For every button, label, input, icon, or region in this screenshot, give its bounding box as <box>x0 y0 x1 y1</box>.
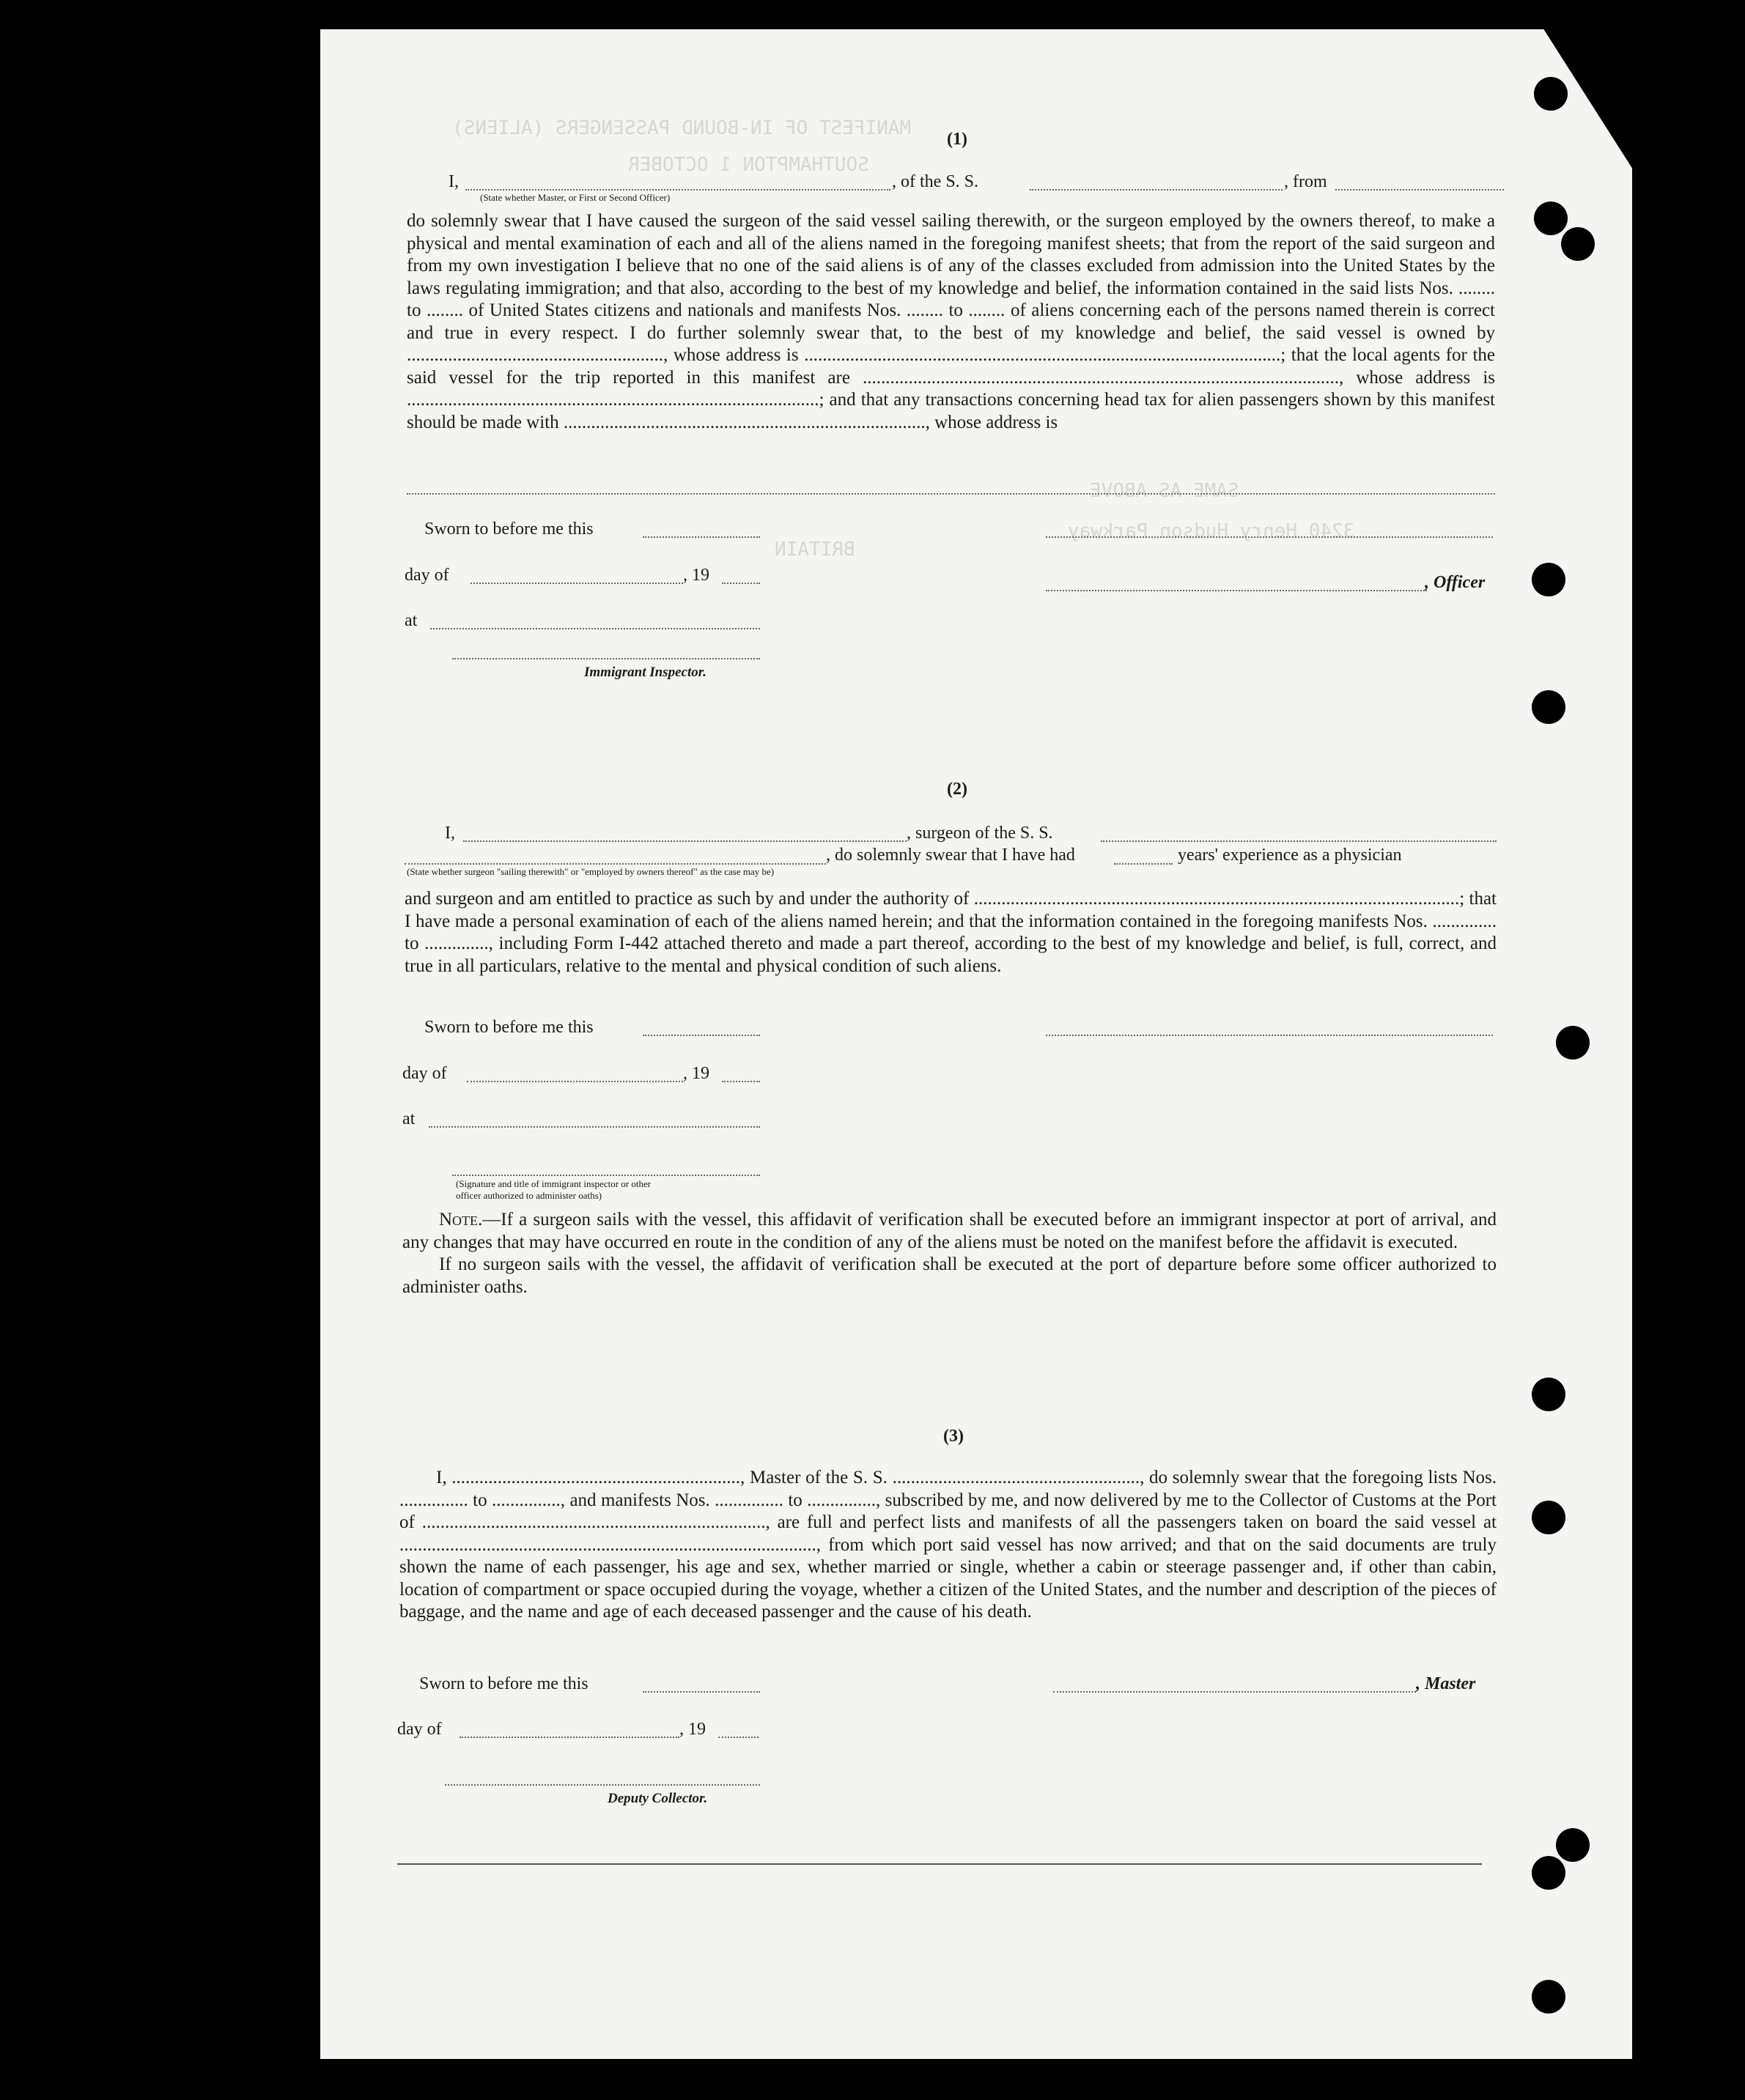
years-experience-label: years' experience as a physician <box>1178 846 1402 865</box>
vessel-name-field[interactable] <box>1030 189 1283 191</box>
officer-signature-line-2[interactable] <box>1046 590 1427 591</box>
sworn-date-field[interactable] <box>643 536 760 538</box>
punch-hole-icon <box>1532 1378 1565 1411</box>
punch-hole-icon <box>1534 77 1568 111</box>
note-block <box>402 1209 1497 1298</box>
punch-hole-icon <box>1532 563 1565 596</box>
surgeon-name-field[interactable] <box>463 840 907 842</box>
signature-caption: (Signature and title of immigrant inspector or other officer authorized to administer oaths) <box>456 1178 652 1201</box>
oath-intro-i: I, <box>445 824 455 843</box>
bottom-divider <box>397 1863 1482 1865</box>
surgeon-vessel-field[interactable] <box>1101 840 1497 842</box>
officer-label: , Officer <box>1425 573 1486 592</box>
section3-body: I, ..............................................................., Master of the S. S. ......................................................, do solemnly swear that the foregoing lists Nos. ............... to ..............., and manifests Nos. ............... to ..............., subscribed by me, and now delivered by me to the Collector of Customs at the Port of ..........................................................................., are full and perfect lists and manifests of all the passengers taken on board the said vessel at ..........................................................................................., from which port said vessel has now arrived; and that on the said documents are truly shown the name of each passenger, his age and sex, whether married or single, whether a cabin or steerage passenger and, if other than cabin, location of compartment or space occupied during the voyage, whether a citizen of the United States, and the number and description of the pieces of baggage, and the name and age of each deceased passenger and the cause of his death. <box>399 1468 1497 1622</box>
head-tax-agent-address-field[interactable] <box>407 493 1495 495</box>
deputy-collector-label: Deputy Collector. <box>608 1791 708 1806</box>
day-of-field[interactable] <box>460 1737 679 1738</box>
at-label: at <box>402 1109 416 1128</box>
year-field[interactable] <box>718 1737 759 1738</box>
sworn-label: Sworn to before me this <box>419 1674 589 1693</box>
from-label: , from <box>1284 172 1327 191</box>
sworn-label: Sworn to before me this <box>424 520 594 539</box>
section1-body: do solemnly swear that I have caused the surgeon of the said vessel sailing therewith, or the surgeon employed by the owners thereof, to make a physical and mental examination of each and all of the aliens named in the foregoing manifest sheets; that from the report of the said surgeon and from my own investigation I believe that no one of the said aliens is of any of the classes excluded from admission into the United States by the laws regulating immigration; and that also, according to the best of my knowledge and belief, the information contained in the said lists Nos. ........ to ........ of United States citizens and nationals and manifests Nos. ........ to ........ of aliens concerning each of the persons named therein is correct and true in every respect. I do further solemnly swear that, to the best of my knowledge and belief, the said vessel is owned by ........................................................, whose address is ........................................................................................................; that the local agents for the said vessel for the trip reported in this manifest are ........................................................................................................, whose address is ..........................................................................................; and that any transactions concerning head tax for alien passengers shown by this manifest should be made with ..............................................................................., whose address is <box>407 211 1495 432</box>
punch-hole-icon <box>1556 1828 1590 1862</box>
surgeon-of-ss-label: , surgeon of the S. S. <box>907 824 1053 843</box>
note-label: Note. <box>439 1210 483 1230</box>
of-ss-label: , of the S. S. <box>892 172 979 191</box>
bleed-through-text: SOUTHAMPTON 1 OCTOBER <box>628 154 869 176</box>
punch-hole-icon <box>1532 1501 1565 1534</box>
master-label: , Master <box>1416 1674 1476 1693</box>
years-experience-field[interactable] <box>1114 863 1173 865</box>
section2-body: and surgeon and am entitled to practice as such by and under the authority of ..........................................................................................................; that I have made a personal examination of each of the aliens named herein; and that the information contained in the foregoing manifests Nos. .............. to .............., including Form I-442 attached thereto and made a part thereof, according to the best of my knowledge and belief, is full, correct, and true in all particulars, relative to the mental and physical condition of such aliens. <box>405 889 1497 976</box>
section-number: (2) <box>947 780 967 799</box>
punch-hole-icon <box>1532 690 1565 724</box>
day-of-field[interactable] <box>471 583 683 584</box>
bleed-through-text: SAME AS ABOVE <box>1090 480 1239 502</box>
at-place-field[interactable] <box>430 628 760 629</box>
punch-hole-icon <box>1556 1026 1590 1060</box>
master-signature-line[interactable] <box>1053 1691 1416 1693</box>
officer-name-field[interactable] <box>465 189 890 191</box>
day-of-label: day of <box>397 1720 442 1739</box>
section-number: (1) <box>947 130 967 149</box>
year-label: , 19 <box>679 1720 706 1739</box>
punch-hole-icon <box>1561 227 1595 261</box>
surgeon-caption: (State whether surgeon "sailing therewith" or "employed by owners thereof" as the case may be) <box>407 866 775 877</box>
year-field[interactable] <box>722 583 760 584</box>
section-number: (3) <box>943 1427 964 1446</box>
day-of-label: day of <box>405 566 449 585</box>
officer-caption: (State whether Master, or First or Second Officer) <box>480 192 671 203</box>
oath-intro-i: I, <box>449 172 459 191</box>
bleed-through-text: 3240 Henry Hudson Parkway <box>1068 520 1355 542</box>
day-of-field[interactable] <box>467 1081 683 1082</box>
sworn-date-field[interactable] <box>643 1035 760 1036</box>
bleed-through-text: BRITAIN <box>775 539 855 561</box>
surgeon-status-field[interactable] <box>405 863 826 865</box>
at-place-field[interactable] <box>429 1126 760 1128</box>
inspector-signature-line[interactable] <box>452 658 760 659</box>
inspector-signature-line[interactable] <box>452 1175 760 1176</box>
at-label: at <box>405 611 418 630</box>
surgeon-signature-line[interactable] <box>1046 1035 1493 1036</box>
punch-hole-icon <box>1532 1856 1565 1890</box>
note-text: —If a surgeon sails with the vessel, this affidavit of verification shall be executed before an immigrant inspector at port of arrival, and any changes that may have occurred en route in the condition of any of the aliens must be noted on the manifest before the affidavit is executed. <box>402 1210 1497 1252</box>
day-of-label: day of <box>402 1064 447 1083</box>
year-label: , 19 <box>683 566 709 585</box>
punch-hole-icon <box>1534 202 1568 235</box>
punch-hole-icon <box>1532 1980 1565 2014</box>
note-second-paragraph: If no surgeon sails with the vessel, the affidavit of verification shall be executed at the port of departure before some officer authorized to administer oaths. <box>402 1254 1497 1297</box>
immigrant-inspector-label: Immigrant Inspector. <box>584 665 707 680</box>
solemnly-swear-text: , do solemnly swear that I have had <box>826 846 1075 865</box>
deputy-collector-signature-line[interactable] <box>445 1784 760 1786</box>
year-label: , 19 <box>683 1064 709 1083</box>
sworn-label: Sworn to before me this <box>424 1018 594 1037</box>
year-field[interactable] <box>722 1081 760 1082</box>
manifest-affidavit-page <box>320 29 1632 2059</box>
from-port-field[interactable] <box>1335 189 1504 191</box>
sworn-date-field[interactable] <box>643 1691 760 1693</box>
bleed-through-text: MANIFEST OF IN-BOUND PASSENGERS (ALIENS) <box>452 117 912 139</box>
officer-signature-line-1[interactable] <box>1046 536 1493 538</box>
